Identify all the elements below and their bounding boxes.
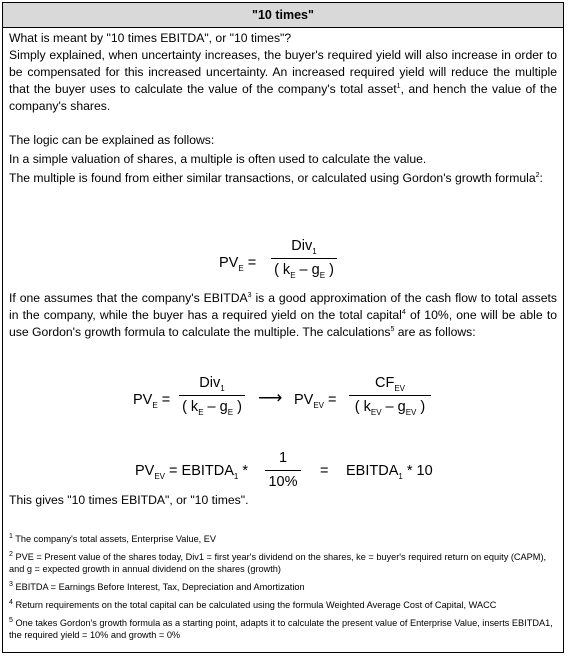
footnotes xyxy=(9,533,557,641)
equation-gordon xyxy=(219,238,369,288)
conclusion: This gives "10 times EBITDA", or "10 times". xyxy=(9,493,249,507)
footnote-3: $^3$ EBITDA = Earnings Before Interest, Tax, Depreciation and Amortization xyxy=(9,580,305,592)
eq2-lhs-ev: $PV_{EV}$ = xyxy=(294,392,337,410)
footnote-ref-3: 3 xyxy=(247,291,252,299)
footnote-ref-4: 4 xyxy=(401,308,406,316)
logic-intro: The logic can be explained as follows: xyxy=(9,133,215,147)
equation-ev-transform xyxy=(133,375,453,425)
footnote-2: $^2$ PVE = Present value of the shares today, Div1 = first year's dividend on the shares, ke = buyer's required return on equity (CAPM), and g = expected growth in annual dividend on the shares (growth) xyxy=(9,550,547,574)
box-content xyxy=(3,30,563,654)
logic-line-3: The multiple is found from either similar transactions, or calculated using Gordon's growth formula$^2$: xyxy=(9,171,543,185)
footnote-ref-5: 5 xyxy=(390,325,395,333)
info-box xyxy=(2,2,564,653)
eq2-fraction-ev: $CF_{EV}$ ( $k_{EV} - g_{EV}$ ) xyxy=(349,375,431,416)
eq3-equals: = xyxy=(320,463,329,479)
eq3-fraction: 1 10% xyxy=(265,450,301,491)
footnote-ref-1: 1 xyxy=(396,82,401,90)
eq3-lhs: $PV_{EV}$ = $EBITDA_1$ * xyxy=(135,463,249,481)
logic-line-2: In a simple valuation of shares, a multiple is often used to calculate the value. xyxy=(9,152,427,166)
eq2-fraction-equity: Div$_1$ ( $k_E - g_E$ ) xyxy=(179,375,245,416)
footnote-ref-2: 2 xyxy=(535,171,540,179)
intro-question: What is meant by "10 times EBITDA", or "10 times"? xyxy=(9,31,292,45)
eq2-lhs: $PV_E$ = xyxy=(133,392,171,410)
intro-paragraph: Simply explained, when uncertainty increases, the buyer's required yield will also increase in order to be compensated for this increased uncertainty. An increased required yield will reduce the multiple that the buyer uses to calculate the value of the company's total asset$^1$, and hench the value of the company's shares. xyxy=(9,48,558,113)
eq3-rhs: $EBITDA_1 * 10$ xyxy=(346,463,433,481)
footnote-5: $^5$ One takes Gordon's growth formula as a starting point, adapts it to calculate the present value of Enterprise Value, inserts EBITDA1, the required yield = 10% and growth = 0% xyxy=(9,616,553,640)
eq1-fraction: Div$_1$ ( $k_E - g_E$ ) xyxy=(271,238,337,279)
assumption-paragraph: If one assumes that the company's EBITDA$^3$ is a good approximation of the cash flow to total assets in the company, while the buyer has a required yield on the total capital$^4$ of 10%, one will be able to use Gordon's growth formula to calculate the multiple. The calculations$^5$ are as follows: xyxy=(9,291,557,339)
footnote-4: $^4$ Return requirements on the total capital can be calculated using the formula Weighted Average Cost of Capital, WACC xyxy=(9,598,497,610)
footnote-1: $^1$ The company's total assets, Enterprise Value, EV xyxy=(9,532,217,544)
arrow-icon: ⟶ xyxy=(258,388,283,407)
eq1-lhs: $PV_E$ = xyxy=(219,255,257,273)
box-title: "10 times" xyxy=(3,3,563,28)
